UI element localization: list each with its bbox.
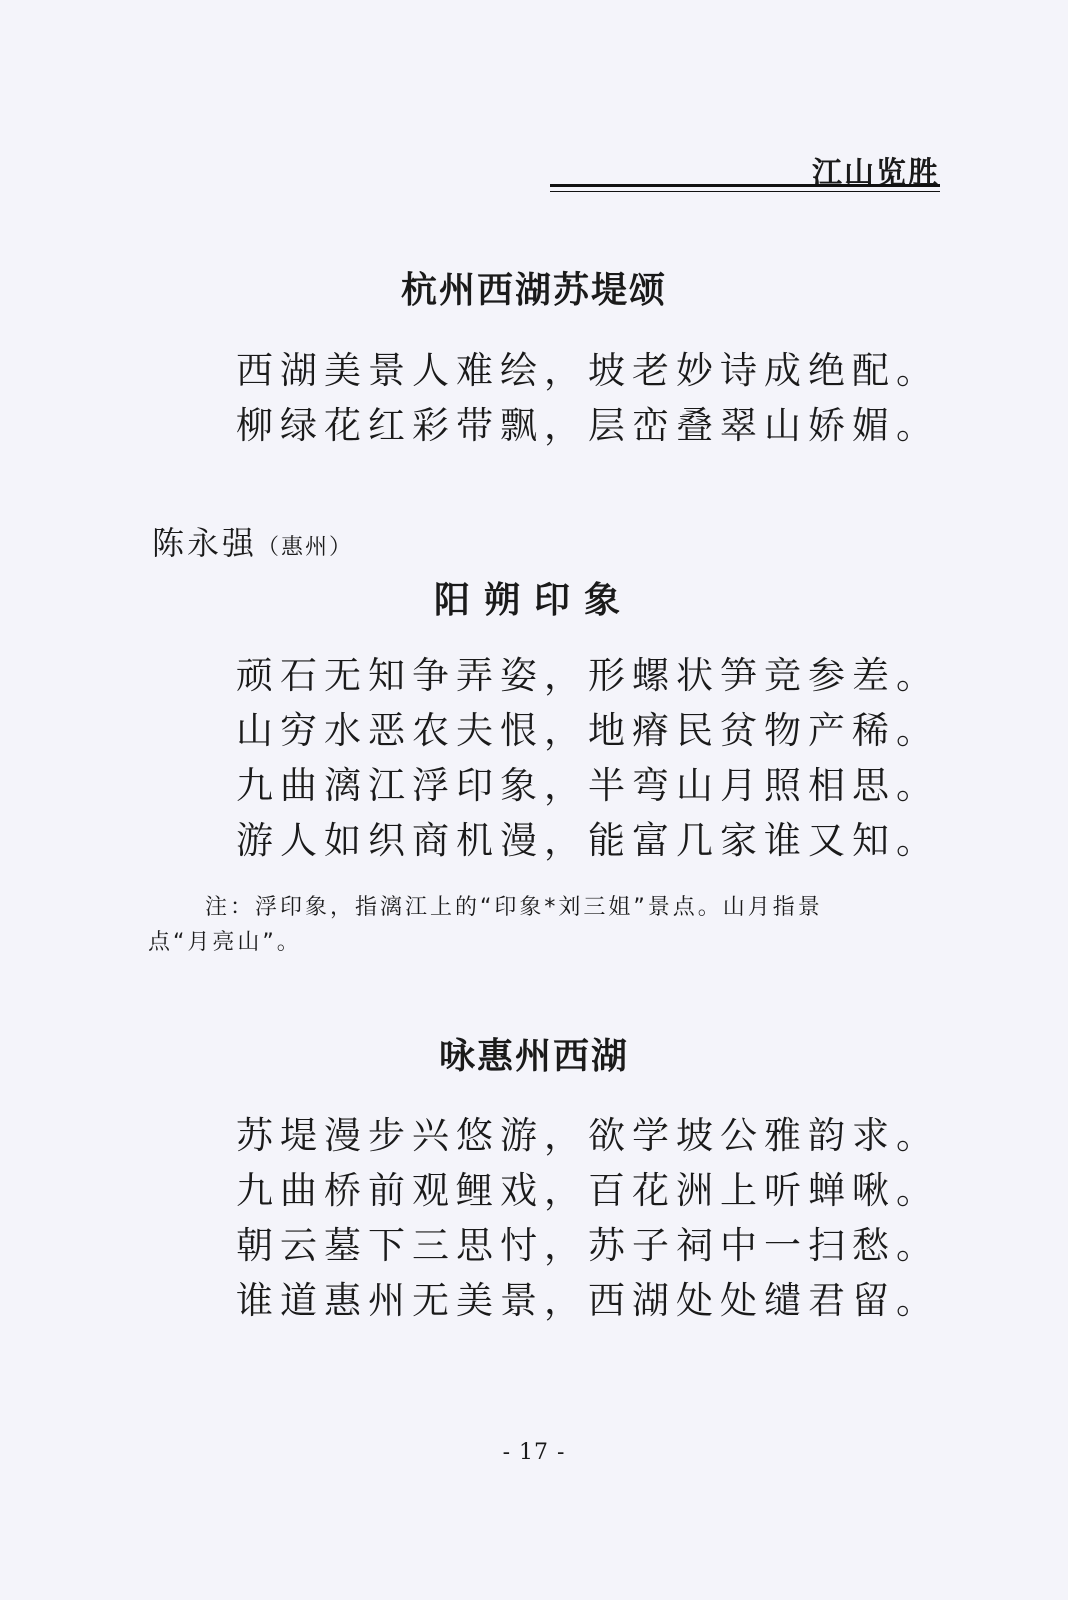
poem-1-line-2: 柳绿花红彩带飘，层峦叠翠山娇媚。 bbox=[236, 404, 940, 447]
poem-3-line-1: 苏堤漫步兴悠游，欲学坡公雅韵求。 bbox=[236, 1114, 940, 1157]
poem-2-note-line-2: 点“月亮山”。 bbox=[148, 930, 302, 955]
page-number: - 17 - bbox=[502, 1440, 566, 1465]
header-rule-thick bbox=[550, 184, 940, 187]
poem-3-title: 咏惠州西湖 bbox=[438, 1035, 629, 1077]
poem-2-line-1: 顽石无知争弄姿，形螺状笋竞参差。 bbox=[236, 654, 940, 697]
poem-1-line-1: 西湖美景人难绘，坡老妙诗成绝配。 bbox=[236, 349, 940, 392]
section-header-title: 江山览胜 bbox=[812, 156, 940, 191]
poem-1-title: 杭州西湖苏堤颂 bbox=[400, 269, 667, 311]
poem-2-author bbox=[152, 518, 353, 564]
poem-3-line-3: 朝云墓下三思忖，苏子祠中一扫愁。 bbox=[236, 1224, 940, 1267]
poem-2-note-line-1: 注：浮印象，指漓江上的“印象*刘三姐”景点。山月指景 bbox=[205, 895, 823, 920]
poem-2-line-4: 游人如织商机漫，能富几家谁又知。 bbox=[236, 819, 940, 862]
poem-3-line-2: 九曲桥前观鲤戏，百花洲上听蝉啾。 bbox=[236, 1169, 940, 1212]
header-rule-thin bbox=[550, 191, 940, 192]
poem-2-title: 阳朔印象 bbox=[433, 579, 634, 621]
author-location: （惠州） bbox=[257, 535, 354, 560]
poem-2-line-2: 山穷水恶农夫恨，地瘠民贫物产稀。 bbox=[236, 709, 940, 752]
poem-3-line-4: 谁道惠州无美景，西湖处处缱君留。 bbox=[236, 1279, 940, 1322]
poem-2-line-3: 九曲漓江浮印象，半弯山月照相思。 bbox=[236, 764, 940, 807]
author-name: 陈永强 bbox=[152, 524, 258, 562]
